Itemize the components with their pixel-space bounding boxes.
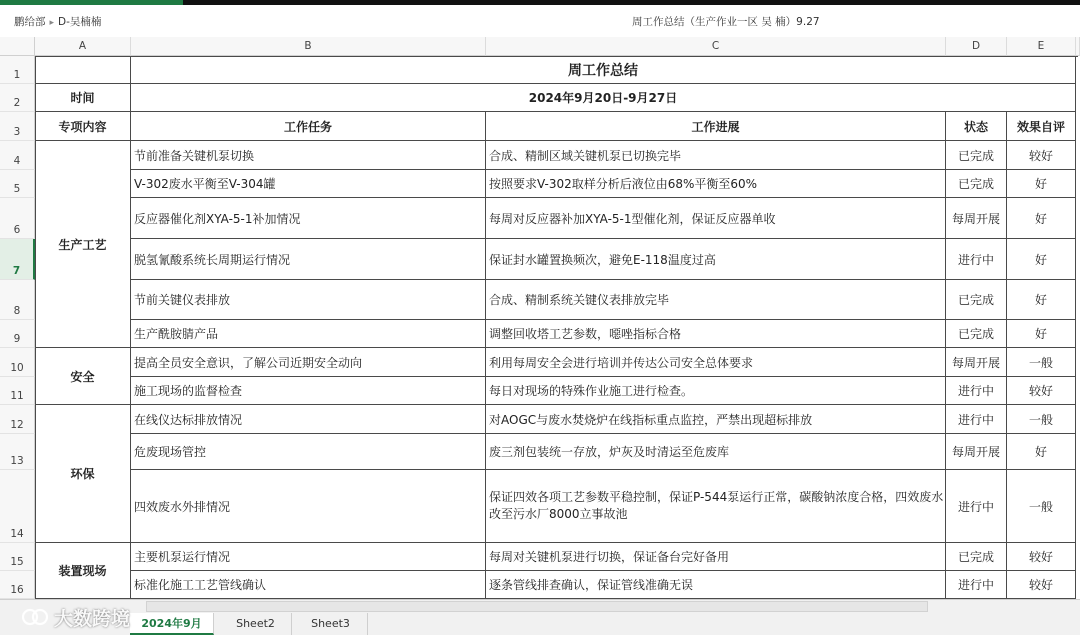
category-cell-safety[interactable]: 安全 [35,348,131,405]
row-header-5[interactable]: 5 [0,170,35,198]
progress-cell[interactable]: 合成、精制区域关键机泵已切换完毕 [486,141,946,170]
rating-cell[interactable]: 一般 [1007,348,1076,377]
column-header-b[interactable]: B [131,37,486,56]
document-title: 周工作总结（生产作业一区 吴 楠）9.27 [632,16,820,28]
row-header-7[interactable]: 7 [0,239,35,280]
progress-cell[interactable]: 每周对关键机泵进行切换，保证备台完好备用 [486,543,946,571]
row-header-12[interactable]: 12 [0,405,35,434]
status-cell[interactable]: 已完成 [946,141,1007,170]
watermark [22,600,130,634]
progress-cell[interactable]: 保证四效各项工艺参数平稳控制，保证P-544泵运行正常，碳酸钠浓度合格，四效废水改至污水厂8000立事故池 [486,470,946,543]
row-header-10[interactable]: 10 [0,348,35,377]
row-header-13[interactable]: 13 [0,434,35,470]
status-cell[interactable]: 进行中 [946,239,1007,280]
row-header-15[interactable]: 15 [0,543,35,571]
select-all-corner[interactable] [0,37,35,56]
status-cell[interactable]: 每周开展 [946,198,1007,239]
status-cell[interactable]: 每周开展 [946,348,1007,377]
rating-cell[interactable]: 较好 [1007,377,1076,405]
row-header-2[interactable]: 2 [0,84,35,112]
status-cell[interactable]: 已完成 [946,280,1007,320]
task-cell[interactable]: 脱氢氰酸系统长周期运行情况 [131,239,486,280]
progress-cell[interactable]: 每周对反应器补加XYA-5-1型催化剂，保证反应器单收 [486,198,946,239]
rating-cell[interactable]: 较好 [1007,571,1076,599]
status-cell[interactable]: 进行中 [946,571,1007,599]
progress-cell[interactable]: 合成、精制系统关键仪表排放完毕 [486,280,946,320]
rating-cell[interactable]: 好 [1007,170,1076,198]
task-cell[interactable]: 节前关键仪表排放 [131,280,486,320]
status-cell[interactable]: 每周开展 [946,434,1007,470]
rating-cell[interactable]: 较好 [1007,141,1076,170]
header-status[interactable]: 状态 [946,112,1007,141]
chevron-right-icon: ▸ [49,18,55,28]
tab-2024-sep[interactable]: 2024年9月 [130,613,214,635]
column-header-d[interactable]: D [946,37,1007,56]
progress-cell[interactable]: 对AOGC与废水焚烧炉在线指标重点监控，严禁出现超标排放 [486,405,946,434]
category-cell-environment[interactable]: 环保 [35,405,131,543]
header-rating[interactable]: 效果自评 [1007,112,1076,141]
status-cell[interactable]: 进行中 [946,470,1007,543]
task-cell[interactable]: 四效废水外排情况 [131,470,486,543]
tab-sheet2[interactable]: Sheet2 [220,613,292,635]
rating-cell[interactable]: 较好 [1007,543,1076,571]
breadcrumb [14,14,101,29]
task-cell[interactable]: 在线仪达标排放情况 [131,405,486,434]
row-header-3[interactable]: 3 [0,112,35,141]
column-header-c[interactable]: C [486,37,946,56]
rating-cell[interactable]: 好 [1007,280,1076,320]
sheet-title-cell[interactable]: 周工作总结 [131,56,1076,84]
row-header-16[interactable]: 16 [0,571,35,599]
task-cell[interactable]: 危废现场管控 [131,434,486,470]
progress-cell[interactable]: 逐条管线排查确认，保证管线准确无误 [486,571,946,599]
task-cell[interactable]: 生产酰胺腈产品 [131,320,486,348]
status-cell[interactable]: 进行中 [946,377,1007,405]
rating-cell[interactable]: 好 [1007,320,1076,348]
progress-cell[interactable]: 利用每周安全会进行培训并传达公司安全总体要求 [486,348,946,377]
row-header-8[interactable]: 8 [0,280,35,320]
category-cell-production[interactable]: 生产工艺 [35,141,131,348]
row-header-9[interactable]: 9 [0,320,35,348]
progress-cell[interactable]: 每日对现场的特殊作业施工进行检查。 [486,377,946,405]
rating-cell[interactable]: 好 [1007,239,1076,280]
rating-cell[interactable]: 好 [1007,198,1076,239]
progress-cell[interactable]: 废三剂包装统一存放，炉灰及时清运至危废库 [486,434,946,470]
row-header-1[interactable]: 1 [0,56,35,84]
progress-cell[interactable]: 按照要求V-302取样分析后液位由68%平衡至60% [486,170,946,198]
watermark-text: 大数跨境 [54,607,131,630]
progress-cell[interactable]: 调整回收塔工艺参数，噁唑指标合格 [486,320,946,348]
row-header-11[interactable]: 11 [0,377,35,405]
column-header-e[interactable]: E [1007,37,1076,56]
task-cell[interactable]: V-302废水平衡至V-304罐 [131,170,486,198]
title-bar [0,5,1080,37]
task-cell[interactable]: 标准化施工工艺管线确认 [131,571,486,599]
time-label-cell[interactable]: 时间 [35,84,131,112]
status-cell[interactable]: 进行中 [946,405,1007,434]
date-range-cell[interactable]: 2024年9月20日-9月27日 [131,84,1076,112]
column-header-a[interactable]: A [35,37,131,56]
watermark-logo-icon [22,606,48,628]
task-cell[interactable]: 主要机泵运行情况 [131,543,486,571]
header-category[interactable]: 专项内容 [35,112,131,141]
breadcrumb-parent[interactable]: 鹏给部 [14,16,46,28]
cell-a1[interactable] [35,56,131,84]
category-cell-site[interactable]: 装置现场 [35,543,131,599]
task-cell[interactable]: 反应器催化剂XYA-5-1补加情况 [131,198,486,239]
status-cell[interactable]: 已完成 [946,320,1007,348]
rating-cell[interactable]: 一般 [1007,470,1076,543]
row-header-14[interactable]: 14 [0,470,35,543]
status-cell[interactable]: 已完成 [946,543,1007,571]
header-task[interactable]: 工作任务 [131,112,486,141]
column-header-overflow [1076,37,1080,56]
progress-cell[interactable]: 保证封水罐置换频次，避免E-118温度过高 [486,239,946,280]
task-cell[interactable]: 施工现场的监督检查 [131,377,486,405]
breadcrumb-current[interactable]: D-吴楠楠 [58,16,102,28]
horizontal-scrollbar[interactable] [146,601,928,612]
status-cell[interactable]: 已完成 [946,170,1007,198]
tab-sheet3[interactable]: Sheet3 [294,613,368,635]
row-header-6[interactable]: 6 [0,198,35,239]
row-header-4[interactable]: 4 [0,141,35,170]
rating-cell[interactable]: 一般 [1007,405,1076,434]
header-progress[interactable]: 工作进展 [486,112,946,141]
rating-cell[interactable]: 好 [1007,434,1076,470]
task-cell[interactable]: 提高全员安全意识，了解公司近期安全动向 [131,348,486,377]
task-cell[interactable]: 节前准备关键机泵切换 [131,141,486,170]
